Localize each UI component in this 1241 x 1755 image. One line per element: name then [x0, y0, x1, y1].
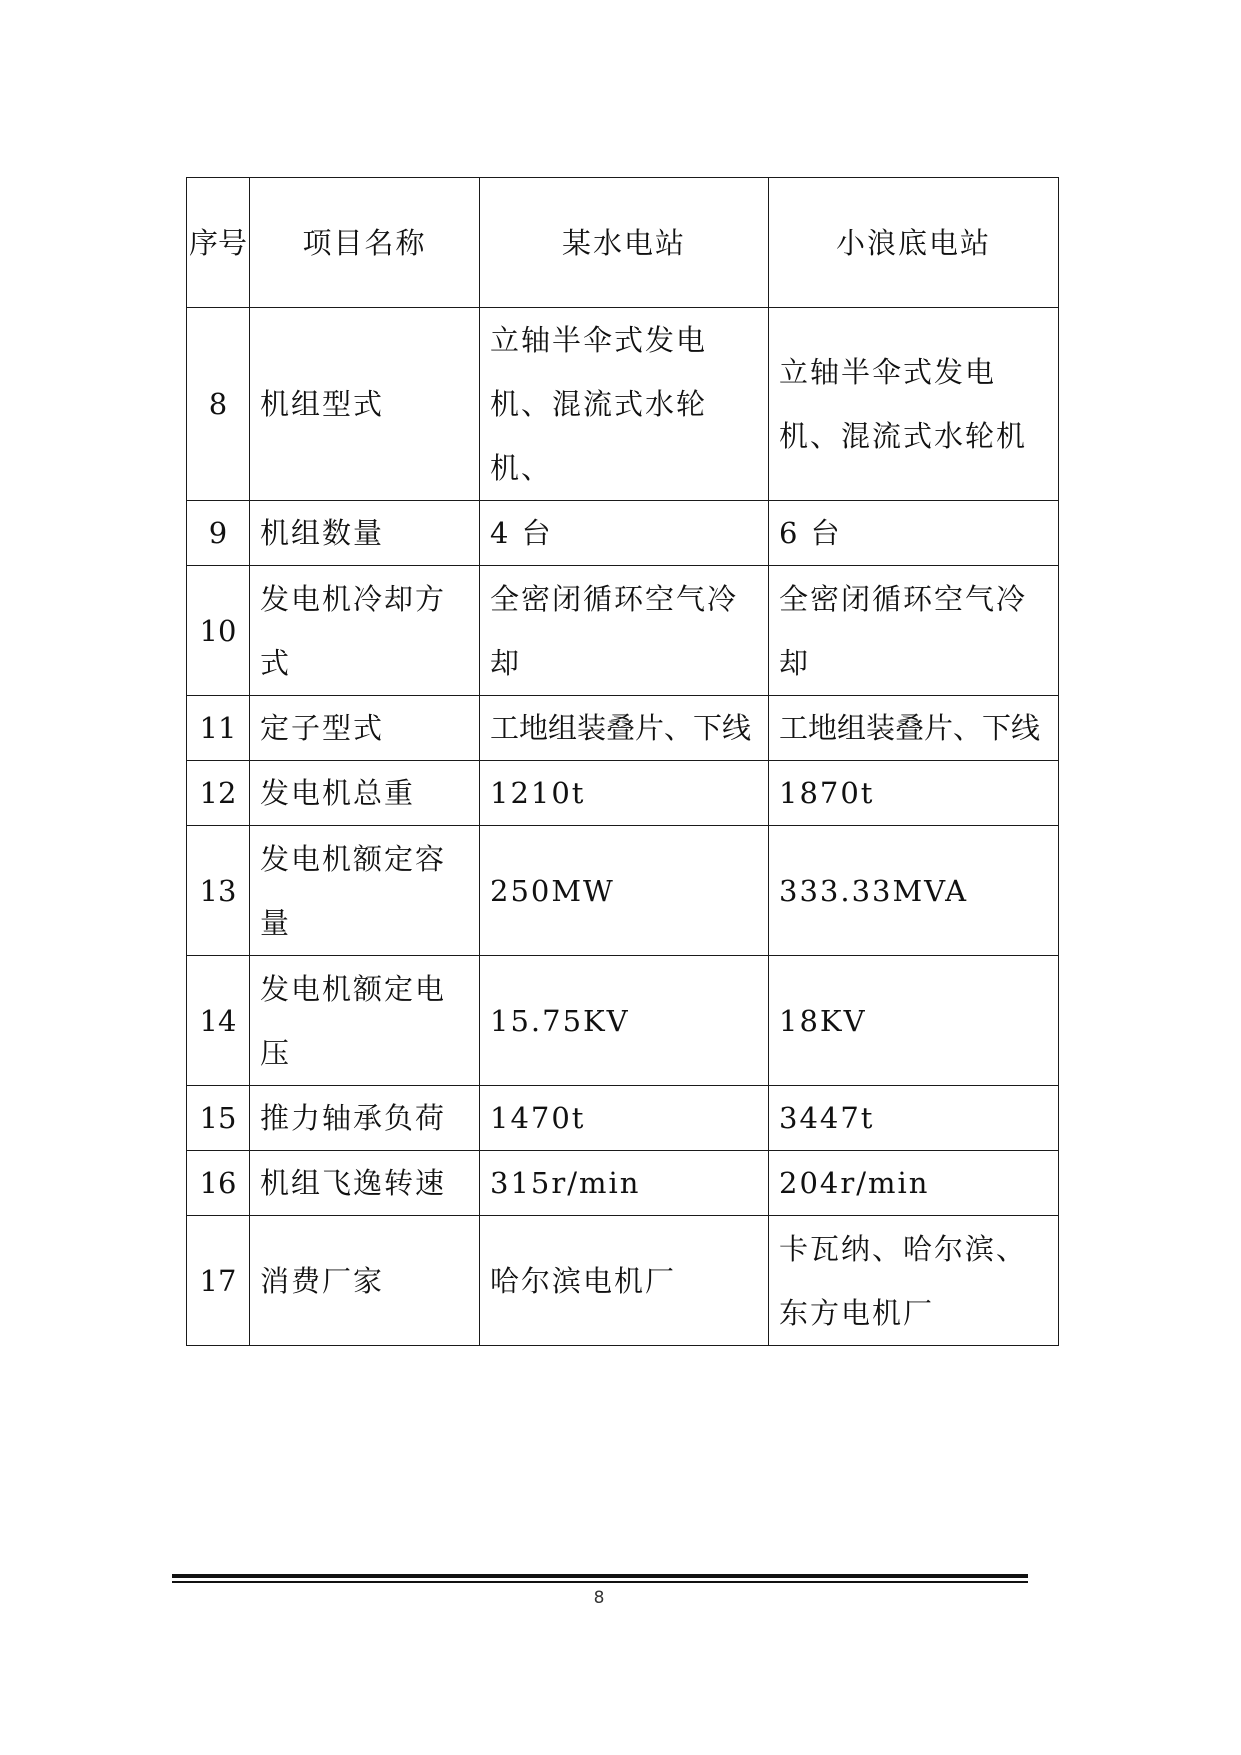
table-row: [187, 761, 1059, 826]
table-row: [187, 501, 1059, 566]
row-station-b-value: 全密闭循环空气冷却: [769, 566, 1059, 696]
page-number: 8: [593, 1588, 605, 1608]
row-seq: 11: [187, 696, 250, 761]
table-row: [187, 826, 1059, 956]
footer-rule-thin: [172, 1581, 1028, 1583]
table-row: [187, 308, 1059, 501]
row-seq: 14: [187, 956, 250, 1086]
row-item: 机组型式: [250, 308, 480, 501]
header-item-name: 项目名称: [250, 178, 480, 308]
row-station-a-value: 4 台: [480, 501, 769, 566]
row-seq: 16: [187, 1151, 250, 1216]
row-item: 发电机冷却方式: [250, 566, 480, 696]
table-row: [187, 696, 1059, 761]
row-station-a-value: 全密闭循环空气冷却: [480, 566, 769, 696]
row-item: 定子型式: [250, 696, 480, 761]
row-station-b-value: 工地组装叠片、下线: [769, 696, 1059, 761]
row-station-a-value: 哈尔滨电机厂: [480, 1216, 769, 1346]
table-row: [187, 1216, 1059, 1346]
table-row: [187, 566, 1059, 696]
row-station-b-value: 卡瓦纳、哈尔滨、东方电机厂: [769, 1216, 1059, 1346]
row-item: 发电机额定容量: [250, 826, 480, 956]
row-station-b-value: 18KV: [769, 956, 1059, 1086]
row-station-b-value: 6 台: [769, 501, 1059, 566]
row-item: 机组飞逸转速: [250, 1151, 480, 1216]
row-station-a-value: 15.75KV: [480, 956, 769, 1086]
row-station-a-value: 1210t: [480, 761, 769, 826]
table-row: [187, 956, 1059, 1086]
comparison-table: [186, 177, 1059, 1346]
table-header-row: [187, 178, 1059, 308]
row-seq: 13: [187, 826, 250, 956]
header-station-b: 小浪底电站: [769, 178, 1059, 308]
row-item: 发电机额定电压: [250, 956, 480, 1086]
row-seq: 10: [187, 566, 250, 696]
row-item: 机组数量: [250, 501, 480, 566]
row-station-a-value: 立轴半伞式发电机、混流式水轮机、: [480, 308, 769, 501]
header-station-a: 某水电站: [480, 178, 769, 308]
table-row: [187, 1151, 1059, 1216]
row-station-b-value: 立轴半伞式发电机、混流式水轮机: [769, 308, 1059, 501]
table-row: [187, 1086, 1059, 1151]
row-station-a-value: 工地组装叠片、下线: [480, 696, 769, 761]
footer-rule-thick: [172, 1574, 1028, 1578]
row-station-b-value: 1870t: [769, 761, 1059, 826]
row-station-a-value: 250MW: [480, 826, 769, 956]
row-seq: 17: [187, 1216, 250, 1346]
row-item: 推力轴承负荷: [250, 1086, 480, 1151]
row-station-b-value: 333.33MVA: [769, 826, 1059, 956]
row-station-a-value: 315r/min: [480, 1151, 769, 1216]
row-seq: 8: [187, 308, 250, 501]
row-station-a-value: 1470t: [480, 1086, 769, 1151]
row-station-b-value: 204r/min: [769, 1151, 1059, 1216]
row-seq: 12: [187, 761, 250, 826]
row-item: 消费厂家: [250, 1216, 480, 1346]
row-item: 发电机总重: [250, 761, 480, 826]
row-seq: 9: [187, 501, 250, 566]
row-station-b-value: 3447t: [769, 1086, 1059, 1151]
row-seq: 15: [187, 1086, 250, 1151]
header-seq: 序号: [187, 178, 250, 308]
